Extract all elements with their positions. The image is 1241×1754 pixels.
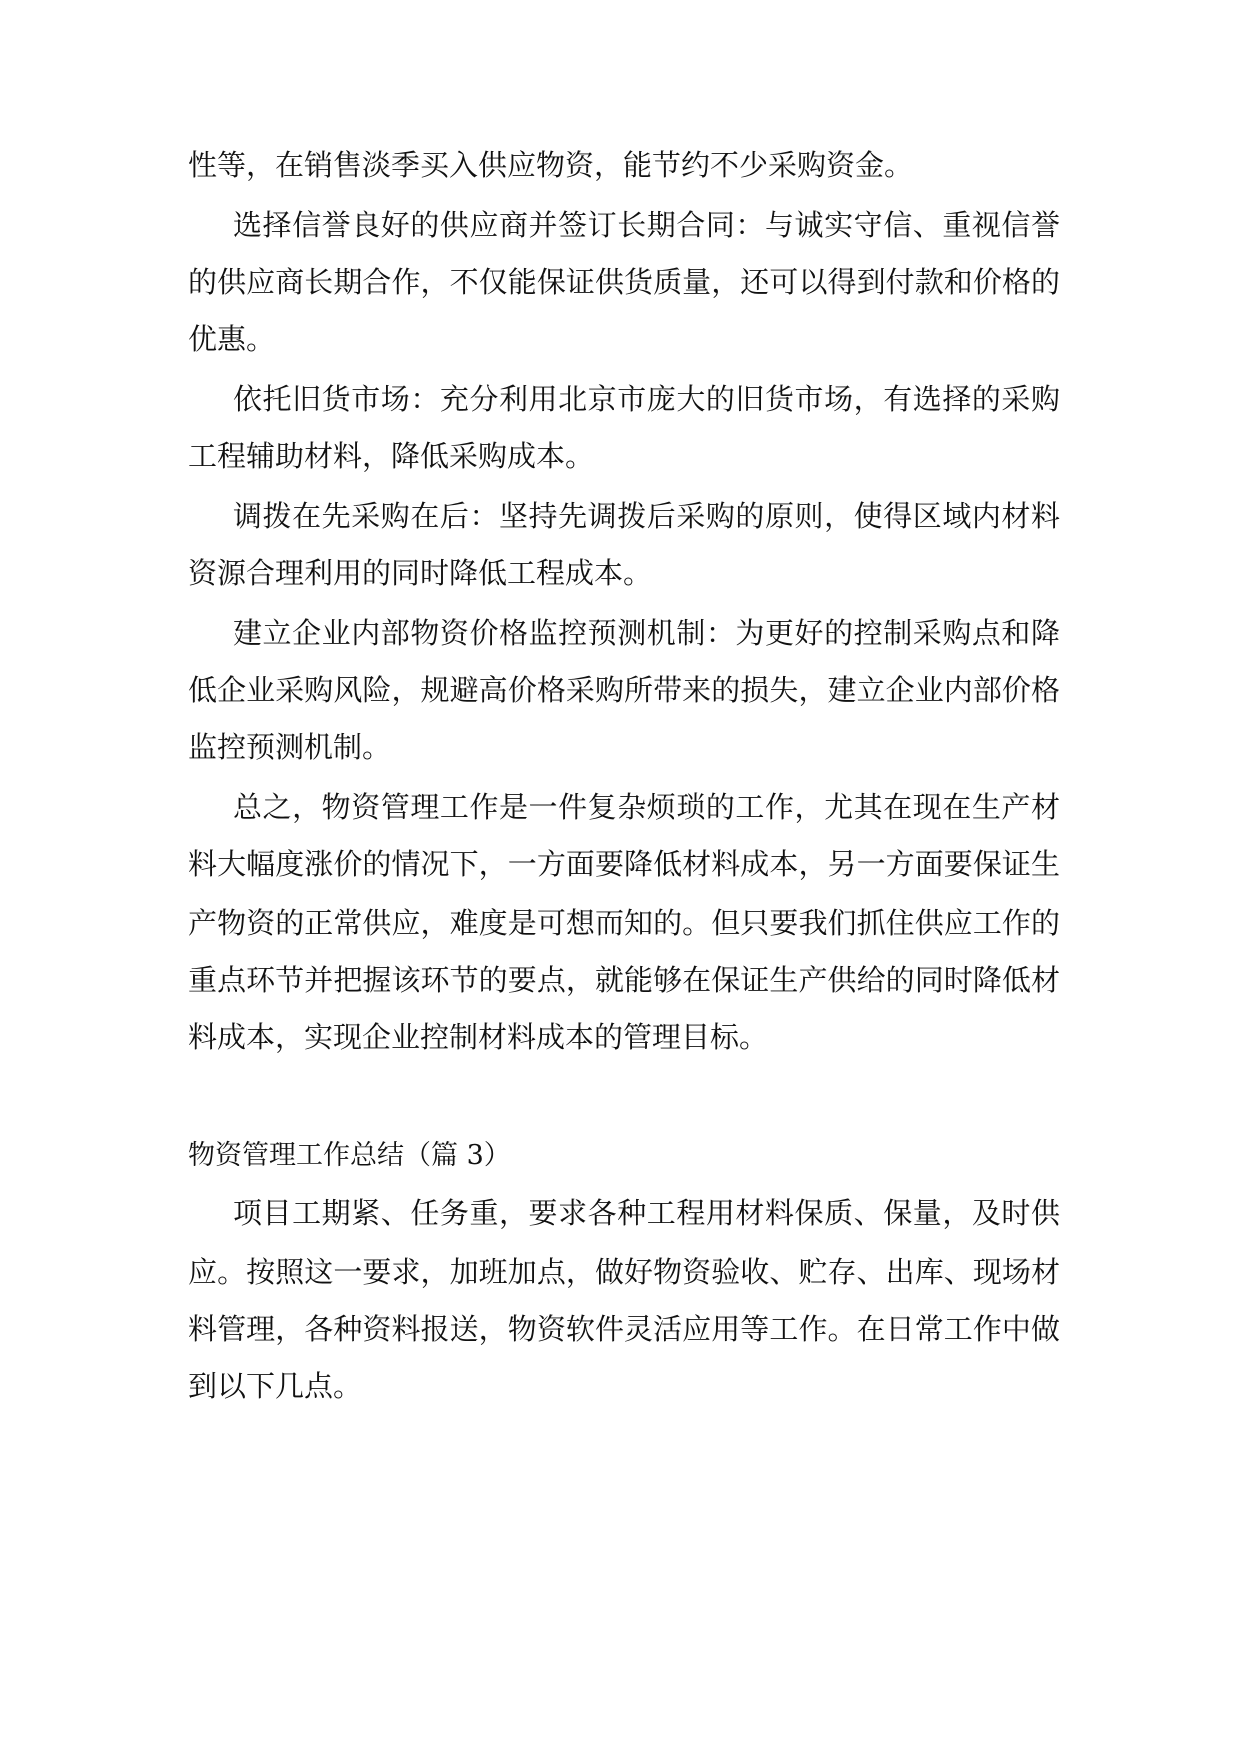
paragraph-line: 优惠。 (188, 322, 276, 356)
paragraph-line: 料大幅度涨价的情况下，一方面要降低材料成本，另一方面要保证生 (188, 847, 1060, 881)
paragraph-line: 监控预测机制。 (188, 730, 392, 764)
paragraph-line: 产物资的正常供应，难度是可想而知的。但只要我们抓住供应工作的 (188, 906, 1060, 940)
paragraph-line: 到以下几点。 (188, 1369, 363, 1403)
paragraph-line: 料成本，实现企业控制材料成本的管理目标。 (188, 1020, 769, 1054)
paragraph-line: 重点环节并把握该环节的要点，就能够在保证生产供给的同时降低材 (188, 963, 1060, 997)
paragraph-line: 的供应商长期合作，不仅能保证供货质量，还可以得到付款和价格的 (188, 265, 1060, 299)
paragraph-line: 调拨在先采购在后：坚持先调拨后采购的原则，使得区域内材料 (233, 499, 1060, 533)
paragraph-line: 依托旧货市场：充分利用北京市庞大的旧货市场，有选择的采购 (233, 382, 1060, 416)
paragraph-line: 项目工期紧、任务重，要求各种工程用材料保质、保量，及时供 (233, 1196, 1060, 1230)
paragraph-line: 资源合理利用的同时降低工程成本。 (188, 556, 653, 590)
paragraph-line: 料管理，各种资料报送，物资软件灵活应用等工作。在日常工作中做 (188, 1312, 1060, 1346)
paragraph-line: 性等，在销售淡季买入供应物资，能节约不少采购资金。 (188, 148, 914, 182)
paragraph-line: 建立企业内部物资价格监控预测机制：为更好的控制采购点和降 (233, 616, 1060, 650)
paragraph-line: 应。按照这一要求，加班加点，做好物资验收、贮存、出库、现场材 (188, 1255, 1060, 1289)
paragraph-line: 低企业采购风险，规避高价格采购所带来的损失，建立企业内部价格 (188, 673, 1060, 707)
paragraph-line: 选择信誉良好的供应商并签订长期合同：与诚实守信、重视信誉 (233, 208, 1060, 242)
paragraph-line: 总之，物资管理工作是一件复杂烦琐的工作，尤其在现在生产材 (233, 790, 1060, 824)
paragraph-line: 工程辅助材料，降低采购成本。 (188, 439, 595, 473)
section-heading: 物资管理工作总结（篇 3） (188, 1140, 511, 1171)
